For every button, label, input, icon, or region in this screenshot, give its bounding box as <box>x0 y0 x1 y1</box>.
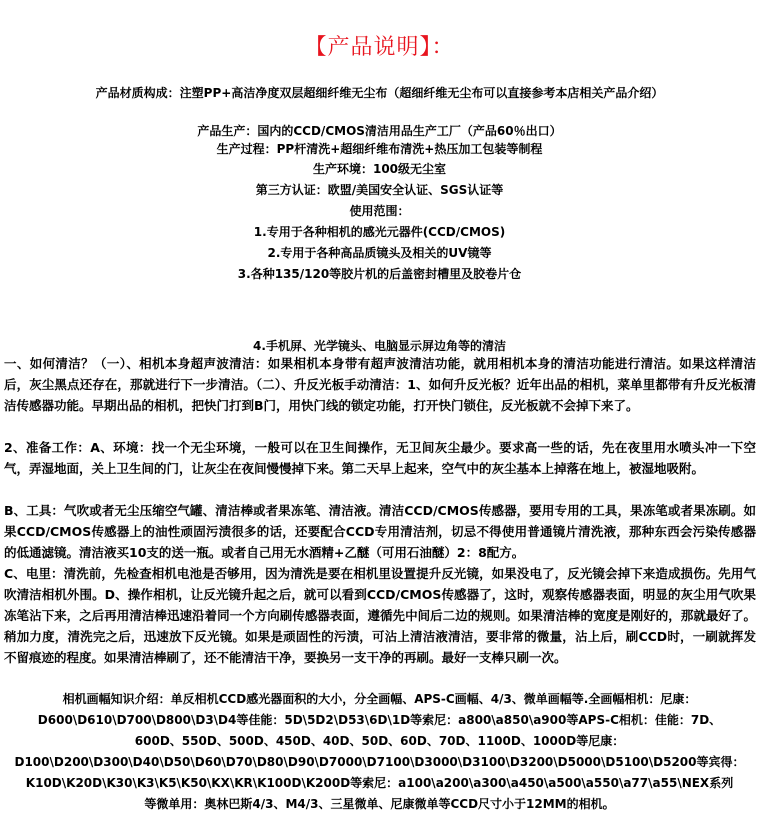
spec-usage-1: 1.专用于各种相机的感光元器件(CCD/CMOS) <box>253 225 506 239</box>
frame-line: K10D\K20D\K30\K3\K5\K50\KX\KR\K100D\K200D等索尼：a100\a200\a300\a450\a500\a550\a77\a55\NEX系列 <box>25 776 734 790</box>
spec-environment: 生产环境：100级无尘室 <box>312 162 447 176</box>
section-how-to-clean: 一、如何清洁？（一）、相机本身超声波清洁：如果相机本身带有超声波清洁功能，就用相机本身的清洁功能进行清洁。如果这样清洁后，灰尘黑点还存在，那就进行下一步清洁。（二）、升反光板手动清洁：1、如何升反光板？近年出品的相机，菜单里都带有升反光板清洁传感器功能。早期出品的相机，把快门打到B门，用快门线的锁定功能，打开快门锁住，反光板就不会掉下来了。 <box>4 356 756 413</box>
frame-knowledge <box>0 689 759 815</box>
section-preparation: 2、准备工作：A、环境：找一个无尘环境，一般可以在卫生间操作，无卫间灰尘最少。要求高一些的话，先在夜里用水喷头冲一下空气，弄湿地面，关上卫生间的门，让灰尘在夜间慢慢掉下来。第二天早上起来，空气中的灰尘基本上掉落在地上，被湿地吸附。 <box>4 440 756 476</box>
frame-line: 等微单用：奥林巴斯4/3、M4/3、三星微单、尼康微单等CCD尺寸小于12MM的相机。 <box>144 797 615 811</box>
spec-process: 生产过程：PP杆清洗+超细纤维布清洗+热压加工包装等制程 <box>216 142 543 156</box>
spec-production: 产品生产：国内的CCD/CMOS清洁用品生产工厂（产品60％出口） <box>197 124 562 138</box>
spec-certification: 第三方认证：欧盟/美国安全认证、SGS认证等 <box>255 183 504 197</box>
spec-usage-3: 3.各种135/120等胶片机的后盖密封槽里及胶卷片仓 <box>237 267 522 281</box>
material-line: 产品材质构成：注塑PP+高洁净度双层超细纤维无尘布（超细纤维无尘布可以直接参考本店相关产品介绍） <box>95 86 664 100</box>
section-tools: B、工具：气吹或者无尘压缩空气罐、清洁棒或者果冻笔、清洁液。清洁CCD/CMOS传感器，要用专用的工具，果冻笔或者果冻刷。如果CCD/CMOS传感器上的油性顽固污渍很多的话，还要配合CCD专用清洁剂，切忌不得使用普通镜片清洗液，那种东西会污染传感器的低通滤镜。清洁液买10支的送一瓶。或者自己用无水酒精+乙醚（可用石油醚）2：8配方。 <box>4 503 756 560</box>
spec-usage-2: 2.专用于各种高品质镜头及相关的UV镜等 <box>267 246 492 260</box>
frame-line: 相机画幅知识介绍：单反相机CCD感光器面积的大小，分全画幅、APS-C画幅、4/3、微单画幅等.全画幅相机：尼康： <box>62 692 697 706</box>
section-operation: C、电里：清洗前，先检查相机电池是否够用，因为清洗是要在相机里设置提升反光镜，如果没电了，反光镜会掉下来造成损伤。先用气吹清洁相机外围。D、操作相机，让反光镜升起之后，就可以看到CCD/CMOS传感器了，这时，观察传感器表面，明显的灰尘用气吹果冻笔沾下来，之后再用清洁棒迅速沿着同一个方向刷传感器表面，遵循先中间后二边的规则。如果清洁棒的宽度是刚好的，那就最好了。稍加力度，清洗完之后，迅速放下反光镜。如果是顽固性的污渍，可沾上清洁液清洁，要非常的微量，沾上后，刷CCD时，一刷就挥发不留痕迹的程度。如果清洁棒刷了，还不能清洁干净，要换另一支干净的再刷。最好一支棒只刷一次。 <box>4 566 756 665</box>
frame-line: D100\D200\D300\D40\D50\D60\D70\D80\D90\D7000\D7100\D3000\D3100\D3200\D5000\D5100\D5200等宾得： <box>14 755 745 769</box>
spec-usage-heading: 使用范围： <box>349 204 410 218</box>
page-title: 【产品说明】： <box>304 35 455 60</box>
frame-line: D600\D610\D700\D800\D3\D4等佳能：5D\5D2\D53\6D\1D等索尼：a800\a850\a900等APS-C相机：佳能：7D、 <box>37 713 722 727</box>
frame-line: 600D、550D、500D、450D、40D、50D、60D、70D、1100D、1000D等尼康： <box>134 734 625 748</box>
spec-usage-4: 4.手机屏、光学镜头、电脑显示屏边角等的清洁 <box>253 339 506 353</box>
